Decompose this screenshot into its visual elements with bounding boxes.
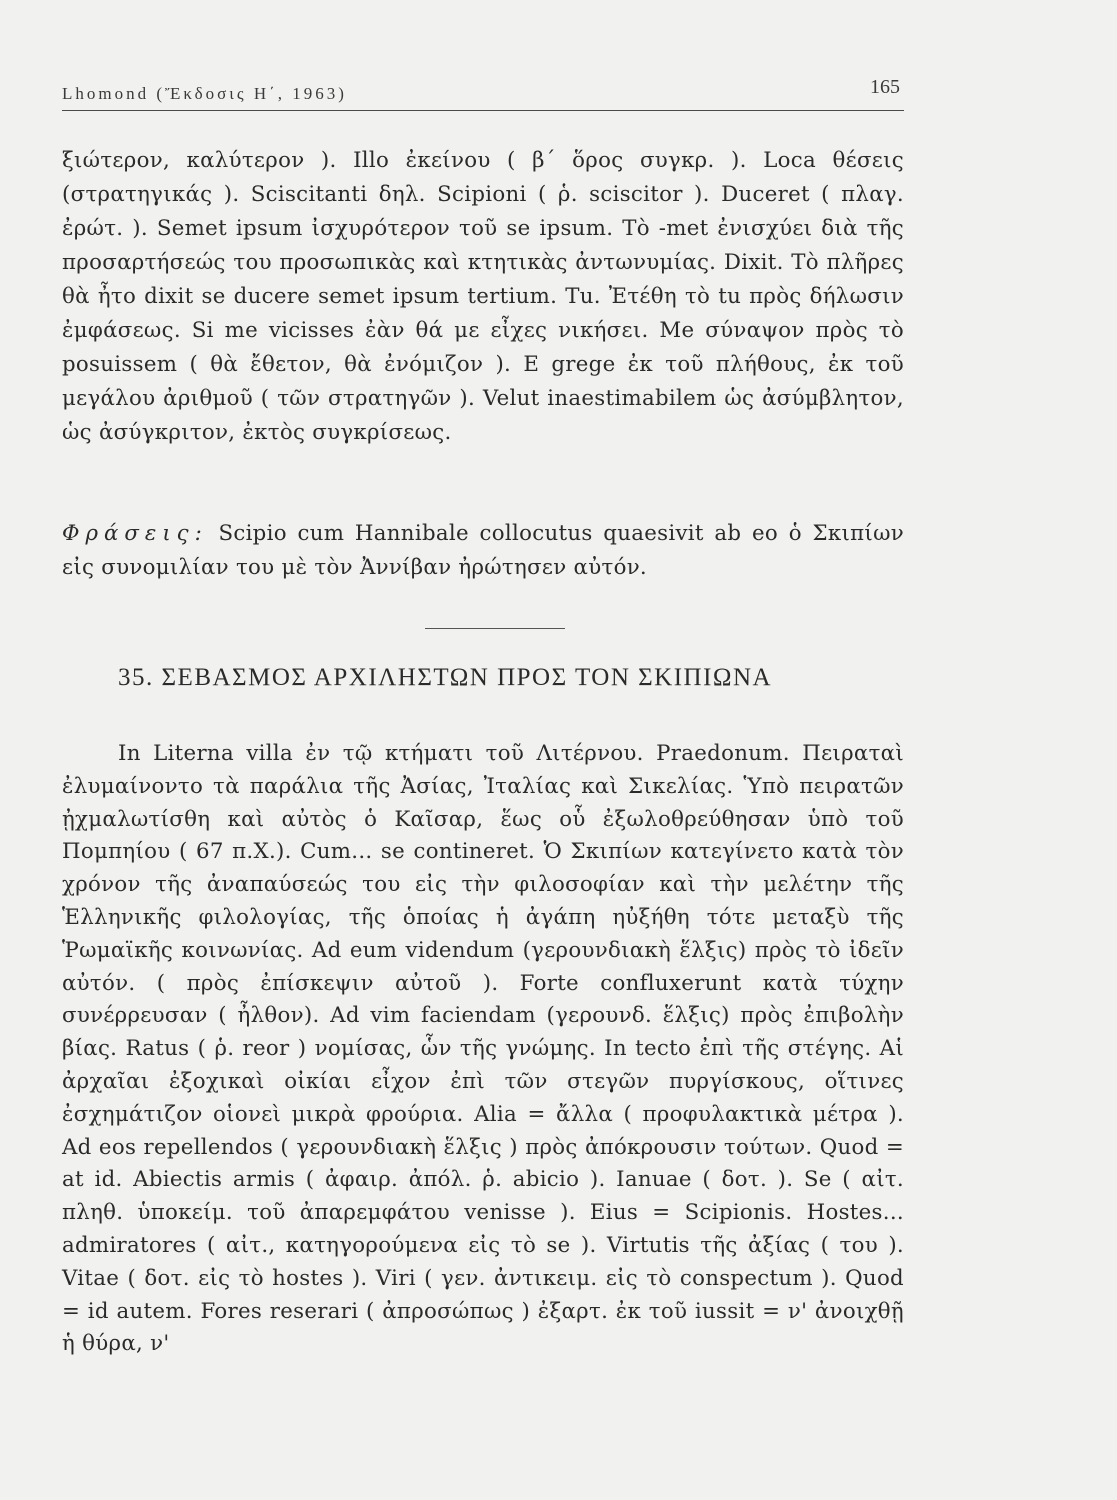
phrases-label: Φράσεις: <box>62 521 208 546</box>
page-number: 165 <box>870 76 900 98</box>
phrases-paragraph <box>62 517 904 585</box>
running-title: Lhomond (Ἔκδοσις Η΄, 1963) <box>62 84 347 103</box>
section-divider <box>425 628 565 629</box>
running-header <box>62 76 904 111</box>
section-heading: 35. ΣΕΒΑΣΜΟΣ ΑΡΧΙΛΗΣΤΩΝ ΠΡΟΣ ΤΟΝ ΣΚΙΠΙΩΝΑ <box>118 664 773 691</box>
phrases-text: Scipio cum Hannibale collocutus quaesivit ab eo ὁ Σκιπίων εἰς συνομιλίαν του μὲ τὸν Ἀννίβαν ἠρώτησεν αὐτόν. <box>62 521 904 580</box>
commentary-paragraph-continued: ξιώτερον, καλύτερον ). Illo ἐκείνου ( β΄ ὅρος συγκρ. ). Loca θέσεις (στρατηγικάς ). Sciscitanti δηλ. Scipioni ( ῥ. sciscitor ). Duceret ( πλαγ. ἐρώτ. ). Semet ipsum ἰσχυρότερον τοῦ se ipsum. Τὸ -met ἐνισχύει διὰ τῆς προσαρτήσεώς του προσωπικὰς καὶ κτητικὰς ἀντωνυμίας. Dixit. Τὸ πλῆρες θὰ ἦτο dixit se ducere semet ipsum tertium. Tu. Ἐτέθη τὸ tu πρὸς δήλωσιν ἐμφάσεως. Si me vicisses ἐὰν θά με εἶχες νικήσει. Me σύναψον πρὸς τὸ posuissem ( θὰ ἔθετον, θὰ ἐνόμιζον ). E grege ἐκ τοῦ πλήθους, ἐκ τοῦ μεγάλου ἀριθμοῦ ( τῶν στρατηγῶν ). Velut inaestimabilem ὡς ἀσύμβλητον, ὡς ἀσύγκριτον, ἐκτὸς συγκρίσεως. <box>62 148 904 445</box>
section-body-paragraph: In Literna villa ἐν τῷ κτήματι τοῦ Λιτέρνου. Praedonum. Πειραταὶ ἐλυμαίνοντο τὰ παράλια τῆς Ἀσίας, Ἰταλίας καὶ Σικελίας. Ὑπὸ πειρατῶν ᾐχμαλωτίσθη καὶ αὐτὸς ὁ Καῖσαρ, ἕως οὗ ἐξωλοθρεύθησαν ὑπὸ τοῦ Πομπηίου ( 67 π.Χ.). Cum... se contineret. Ὁ Σκιπίων κατεγίνετο κατὰ τὸν χρόνον τῆς ἀναπαύσεώς του εἰς τὴν φιλοσοφίαν καὶ τὴν μελέτην τῆς Ἑλληνικῆς φιλολογίας, τῆς ὁποίας ἡ ἀγάπη ηὐξήθη τότε μεταξὺ τῆς Ῥωμαϊκῆς κοινωνίας. Ad eum videndum (γερουνδιακὴ ἕλξις) πρὸς τὸ ἰδεῖν αὐτόν. ( πρὸς ἐπίσκεψιν αὐτοῦ ). Forte confluxerunt κατὰ τύχην συνέρρευσαν ( ἦλθον). Ad vim faciendam (γερουνδ. ἕλξις) πρὸς ἐπιβολὴν βίας. Ratus ( ῥ. reor ) νομίσας, ὧν τῆς γνώμης. In tecto ἐπὶ τῆς στέγης. Αἱ ἀρχαῖαι ἐξοχικαὶ οἰκίαι εἶχον ἐπὶ τῶν στεγῶν πυργίσκους, οἵτινες ἐσχημάτιζον οἱονεὶ μικρὰ φρούρια. Alia = ἄλλα ( προφυλακτικὰ μέτρα ). Ad eos repellendos ( γερουνδιακὴ ἕλξις ) πρὸς ἀπόκρουσιν τούτων. Quod = at id. Abiectis armis ( ἀφαιρ. ἀπόλ. ῥ. abicio ). Ianuae ( δοτ. ). Se ( αἰτ. πληθ. ὑποκείμ. τοῦ ἀπαρεμφάτου venisse ). Eius = Scipionis. Hostes... admiratores ( αἰτ., κατηγορούμενα εἰς τὸ se ). Virtutis τῆς ἀξίας ( του ). Vitae ( δοτ. εἰς τὸ hostes ). Viri ( γεν. ἀντικειμ. εἰς τὸ conspectum ). Quod = id autem. Fores reserari ( ἀπροσώπως ) ἐξαρτ. ἐκ τοῦ iussit = ν' ἀνοιχθῇ ἡ θύρα, ν' <box>62 741 904 1357</box>
